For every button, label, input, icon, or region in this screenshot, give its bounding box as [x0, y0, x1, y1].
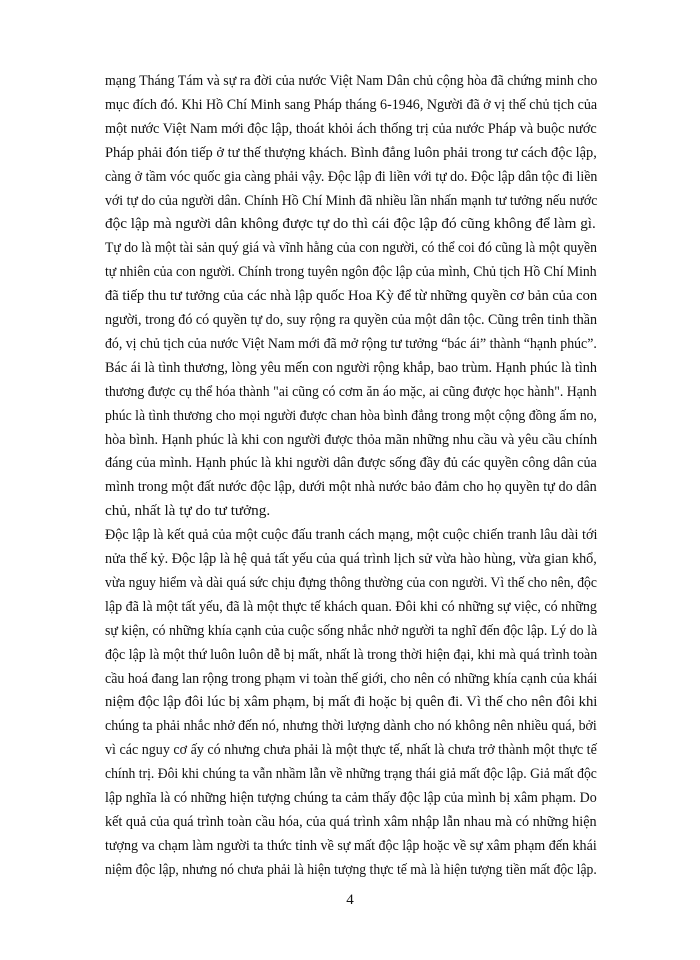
text-line: tượng va chạm làm người ta thức tỉnh về sự mất độc lập hoặc về sự xâm phạm đến khái: [105, 836, 597, 854]
text-line: đã tiếp thu tư tưởng của các nhà lập quốc Hoa Kỳ để từ những quyền cơ bản của con: [105, 287, 598, 305]
page-number: 4: [346, 892, 354, 908]
text-line: chủ, nhất là tự do tư tưởng.: [105, 502, 271, 520]
text-line: Bác ái là tình thương, lòng yêu mến con người rộng khắp, bao trùm. Hạnh phúc là tình: [105, 358, 598, 376]
text-line: vì các nguy cơ ấy có nhưng chưa phải là một thực tế, nhất là chưa trở thành một thực tế: [105, 741, 597, 759]
text-line: đáng của mình. Hạnh phúc là khi người dân được sống đầy đủ các quyền công dân của: [105, 454, 597, 472]
text-line: hòa bình. Hạnh phúc là khi con người được thỏa mãn những nhu cầu và yêu cầu chính: [105, 430, 598, 448]
text-line: mục đích đó. Khi Hồ Chí Minh sang Pháp tháng 6-1946, Người đã ở vị thế chủ tịch của: [105, 95, 598, 113]
text-line: sự kiện, có những khía cạnh của cuộc sống nhắc nhở người ta nghĩ đến độc lập. Lý do là: [105, 621, 598, 639]
text-line: mạng Tháng Tám và sự ra đời của nước Việt Nam Dân chủ cộng hòa đã chứng minh cho: [105, 72, 598, 89]
text-line: chúng ta phải nhắc nhở đến nó, nhưng thời lượng dành cho nó không nên nhiều quá, bởi: [105, 717, 597, 735]
text-line: lập nghĩa là có những hiện tượng chúng ta cảm thấy độc lập của mình bị xâm phạm. Do: [105, 789, 597, 806]
text-line: càng ở tầm vóc quốc gia càng phải vậy. Độc lập đi liền với tự do. Độc lập dân tộc đi liền: [105, 167, 598, 185]
text-line: người, trong đó có quyền tự do, suy rộng ra quyền của một dân tộc. Cũng trên tinh thần: [105, 311, 598, 328]
text-line: chính trị. Đôi khi chúng ta vẫn nhầm lẫn về những trạng thái giả mất độc lập. Giả mất độc: [105, 765, 597, 783]
text-line: nửa thế kỷ. Độc lập là hệ quả tất yếu của quá trình lịch sử vừa hào hùng, vừa gian khổ,: [105, 550, 597, 567]
text-line: một nước Việt Nam mới độc lập, thoát khỏi ách thống trị của nước Pháp và buộc nước: [105, 119, 597, 137]
text-line: tự nhiên của con người. Chính trong tuyên ngôn độc lập của mình, Chủ tịch Hồ Chí Minh: [105, 263, 597, 281]
text-line: cầu hoá đang lan rộng trong phạm vi toàn thế giới, cho nên có những khía cạnh của khái: [105, 669, 598, 687]
text-line: niệm độc lập, nhưng nó chưa phải là hiện tượng thực tế mà là hiện tượng tiền mất độc lập.: [105, 860, 597, 878]
text-line: với tự do của người dân. Chính Hồ Chí Minh đã nhiều lần nhấn mạnh tư tưởng nếu nước: [105, 191, 598, 209]
text-line: Độc lập là kết quả của một cuộc đấu tranh cách mạng, một cuộc chiến tranh lâu dài tới: [105, 526, 598, 544]
text-line: kết quả của quá trình toàn cầu hóa, của quá trình xâm nhập lẫn nhau mà có những hiện: [105, 812, 597, 830]
text-line: phúc là tình thương cho mọi người được chan hòa bình đẳng trong một cộng đồng ấm no,: [105, 406, 597, 424]
text-line: độc lập mà người dân không được tự do thì cái độc lập đó cũng không để làm gì.: [105, 215, 596, 233]
text-line: mình trong một đất nước độc lập, dưới một nhà nước bảo đảm cho họ quyền tự do dân: [105, 478, 597, 496]
text-line: niệm độc lập đôi lúc bị xâm phạm, bị mất đi hoặc bị quên đi. Vì thế cho nên đôi khi: [105, 693, 598, 711]
text-line: độc lập là một thứ luôn luôn dễ bị mất, nhất là trong thời hiện đại, khi mà quá trình toàn: [105, 645, 598, 663]
text-line: Tự do là một tài sản quý giá và vĩnh hằng của con người, có thể coi đó cũng là một quyền: [105, 239, 597, 257]
text-line: vừa nguy hiểm và dài quá sức chịu đựng thông thường của con người. Vì thế cho nên, độc: [105, 573, 597, 591]
text-line: Pháp phải đón tiếp ở tư thế thượng khách. Bình đẳng luôn phải trong tư cách độc lập,: [105, 143, 597, 161]
text-line: đó, vị chủ tịch của nước Việt Nam mới đã mở rộng tư tưởng “bác ái” thành “hạnh phúc”.: [105, 334, 597, 352]
text-line: thương được cụ thể hóa thành "ai cũng có cơm ăn áo mặc, ai cũng được học hành". Hạnh: [105, 382, 597, 400]
text-line: lập đã là một tất yếu, đã là một thực tế khách quan. Đôi khi có những sự việc, có những: [105, 597, 597, 615]
